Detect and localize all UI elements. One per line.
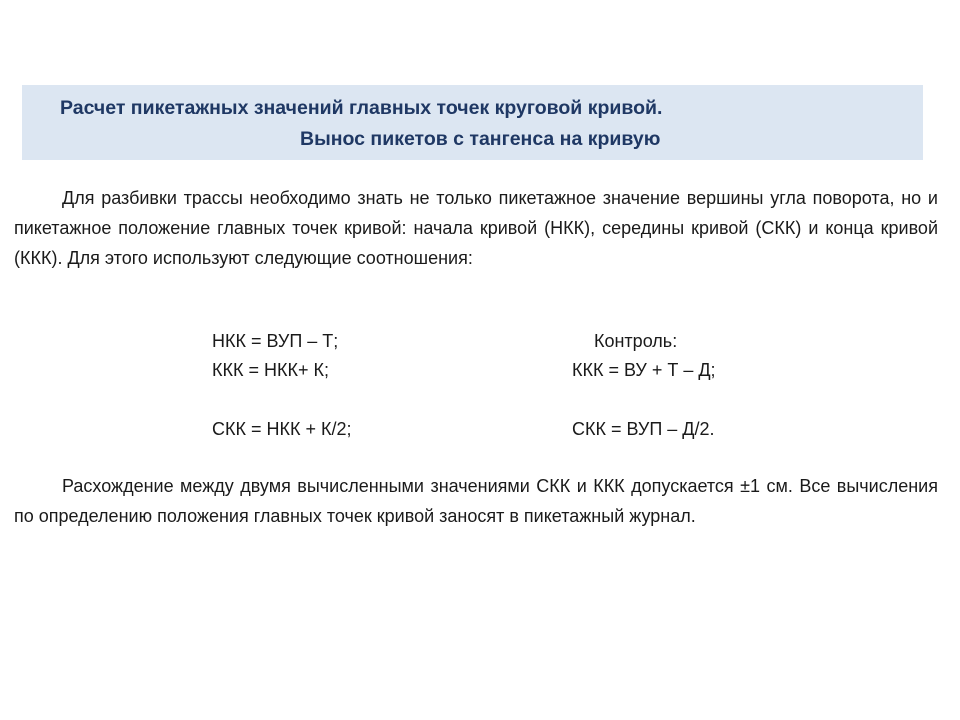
page-subtitle: Вынос пикетов с тангенса на кривую	[300, 128, 661, 150]
control-formula-skk: СКК = ВУП – Д/2.	[572, 419, 715, 439]
intro-paragraph: Для разбивки трассы необходимо знать не только пикетажное значение вершины угла поворота, но и пикетажное положение главных точек кривой: начала кривой (НКК), середины кривой (СКК) и конца кривой (ККК). Для этого используют следующие соотношения:	[14, 188, 938, 268]
conclusion-paragraph: Расхождение между двумя вычисленными значениями СКК и ККК допускается ±1 см. Все вычисления по определению положения главных точек кривой заносят в пикетажный журнал.	[14, 476, 938, 526]
formula-nkk: НКК = ВУП – Т;	[212, 331, 339, 351]
formula-kkk: ККК = НКК+ К;	[212, 360, 329, 380]
control-label: Контроль:	[594, 331, 678, 351]
page-title: Расчет пикетажных значений главных точек круговой кривой.	[60, 97, 663, 119]
title-banner	[22, 85, 923, 160]
formula-skk: СКК = НКК + К/2;	[212, 419, 352, 439]
control-formula-kkk: ККК = ВУ + Т – Д;	[572, 360, 716, 380]
